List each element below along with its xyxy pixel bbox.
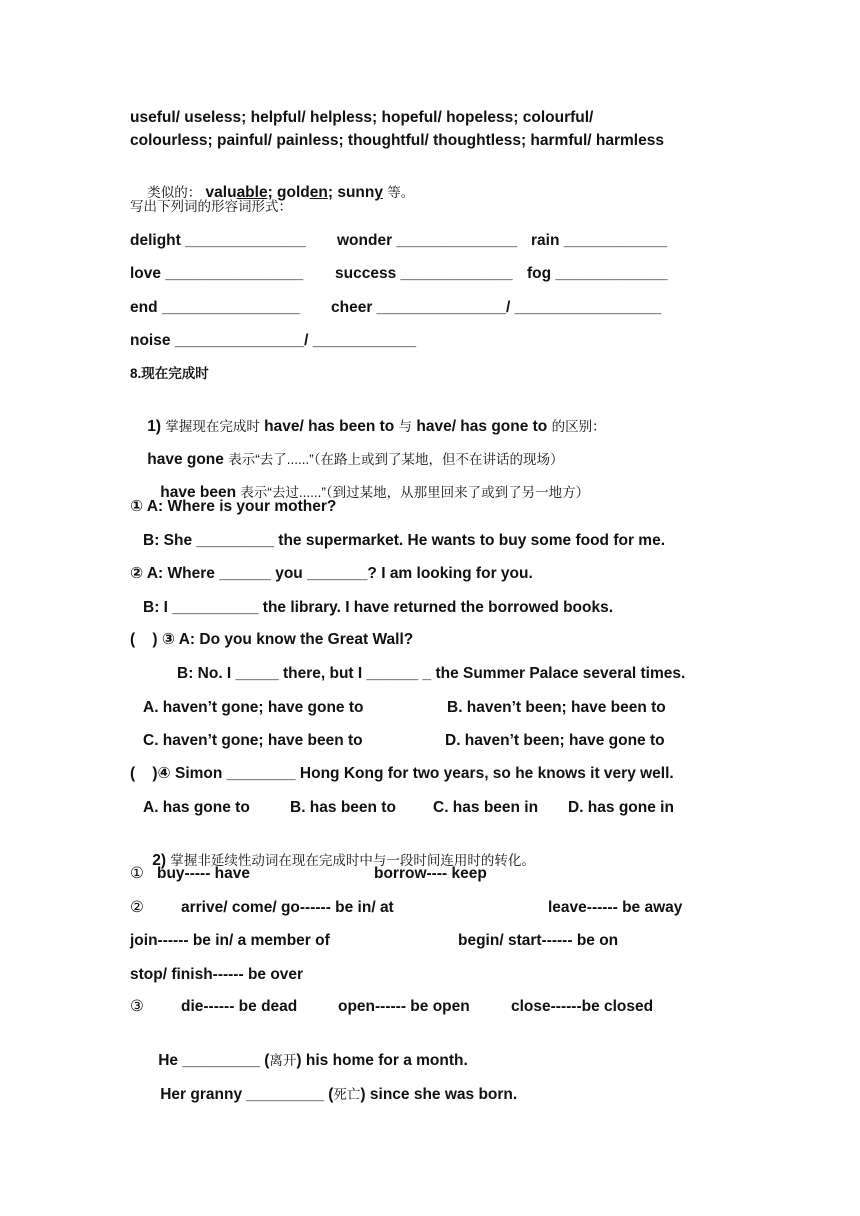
- q3-option-a: A. haven’t gone; have gone to: [143, 699, 364, 716]
- word-success: success _____________: [335, 265, 513, 282]
- word-rain: rain ____________: [531, 232, 668, 249]
- question-1a: ① A: Where is your mother?: [130, 498, 337, 515]
- q4-option-c: C. has been in: [433, 799, 539, 816]
- point-1: 1) 掌握现在完成时 have/ has been to 与 have/ has gone to 的区别：: [147, 418, 606, 435]
- have-been-explanation: have been 表示“去过......”（到过某地，从那里回来了或到了另一地方）: [160, 484, 590, 501]
- q3-option-c: C. haven’t gone; have been to: [143, 732, 363, 749]
- word-love: love ________________: [130, 265, 304, 282]
- question-2b: B: I __________ the library. I have returned the borrowed books.: [143, 599, 614, 616]
- question-3b: B: No. I _____ there, but I ______ _ the Summer Palace several times.: [177, 665, 686, 682]
- word-end: end ________________: [130, 299, 300, 316]
- intro-line-1: useful/ useless; helpful/ helpless; hopeful/ hopeless; colourful/: [130, 109, 594, 126]
- similar-label: 类似的：: [147, 185, 202, 200]
- conv-3-b: begin/ start------ be on: [458, 932, 619, 949]
- task-instruction: 写出下列词的形容词形式：: [130, 199, 292, 214]
- question-4: ( )④ Simon ________ Hong Kong for two years, so he knows it very well.: [130, 765, 674, 782]
- q3-option-d: D. haven’t been; have gone to: [445, 732, 665, 749]
- conv-3-a: join------ be in/ a member of: [130, 932, 330, 949]
- q3-option-b: B. haven’t been; have been to: [447, 699, 666, 716]
- conv-2-num: ②: [130, 899, 144, 916]
- conv-5-num: ③: [130, 998, 144, 1015]
- q4-option-d: D. has gone in: [568, 799, 674, 816]
- exercise-1: He _________ (离开) his home for a month.: [158, 1052, 468, 1069]
- conv-1-num: ①: [130, 865, 144, 882]
- point-2: 2) 掌握非延续性动词在现在完成时中与一段时间连用时的转化。: [152, 852, 535, 869]
- q4-option-b: B. has been to: [290, 799, 396, 816]
- conv-2-a: arrive/ come/ go------ be in/ at: [181, 899, 394, 916]
- similar-line: 类似的： valuable; golden; sunny 等。: [147, 184, 415, 201]
- conv-4-a: stop/ finish------ be over: [130, 966, 304, 983]
- q4-option-a: A. has gone to: [143, 799, 250, 816]
- question-2a: ② A: Where ______ you _______? I am looking for you.: [130, 565, 533, 582]
- conv-5-c: close------be closed: [511, 998, 654, 1015]
- conv-1-a: buy----- have: [157, 865, 250, 882]
- have-gone-explanation: have gone 表示“去了......”（在路上或到了某地，但不在讲话的现场）: [147, 451, 564, 468]
- conv-5-a: die------ be dead: [181, 998, 298, 1015]
- intro-line-2: colourless; painful/ painless; thoughtful/ thoughtless; harmful/ harmless: [130, 132, 664, 149]
- word-wonder: wonder ______________: [337, 232, 518, 249]
- question-3a: ( ) ③ A: Do you know the Great Wall?: [130, 631, 414, 648]
- exercise-2: Her granny _________ (死亡) since she was born.: [160, 1086, 518, 1103]
- word-cheer: cheer _______________/ _________________: [331, 299, 662, 316]
- conv-2-b: leave------ be away: [548, 899, 683, 916]
- section-heading: 8.现在完成时: [130, 366, 209, 381]
- conv-5-b: open------ be open: [338, 998, 470, 1015]
- word-noise: noise _______________/ ____________: [130, 332, 417, 349]
- word-delight: delight ______________: [130, 232, 306, 249]
- question-1b: B: She _________ the supermarket. He wants to buy some food for me.: [143, 532, 665, 549]
- word-fog: fog _____________: [527, 265, 668, 282]
- conv-1-b: borrow---- keep: [374, 865, 487, 882]
